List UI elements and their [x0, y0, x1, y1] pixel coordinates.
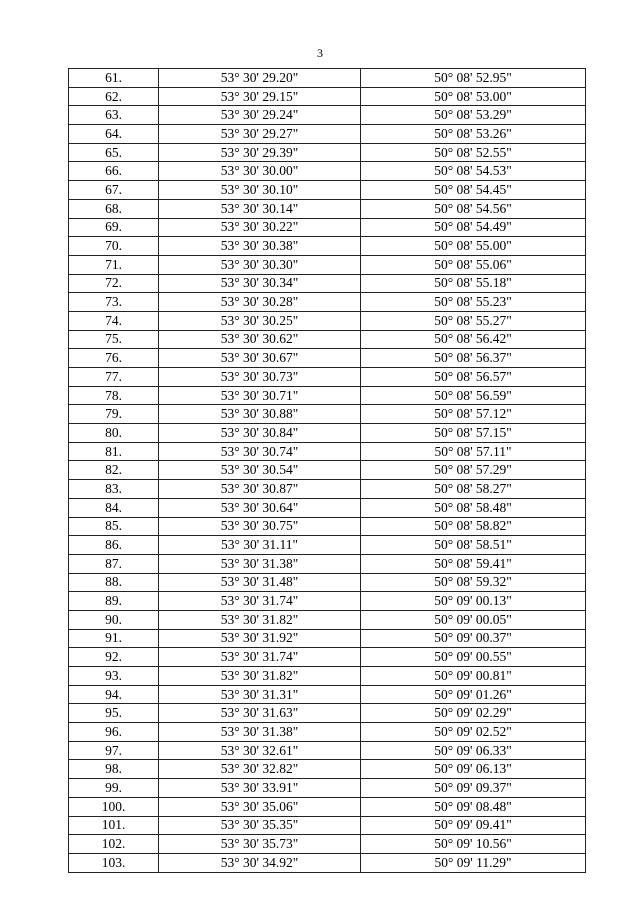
table-row [69, 311, 586, 330]
longitude-cell: 50° 08' 56.37" [361, 349, 586, 368]
table-row [69, 106, 586, 125]
longitude-cell: 50° 08' 57.29" [361, 461, 586, 480]
longitude-cell: 50° 08' 58.51" [361, 536, 586, 555]
point-number-cell: 64. [69, 125, 159, 144]
table-row [69, 816, 586, 835]
table-row [69, 405, 586, 424]
table-row [69, 573, 586, 592]
point-number-cell: 81. [69, 442, 159, 461]
table-row [69, 274, 586, 293]
point-number-cell: 90. [69, 610, 159, 629]
table-row [69, 330, 586, 349]
latitude-cell: 53° 30' 29.27" [159, 125, 361, 144]
longitude-cell: 50° 08' 53.26" [361, 125, 586, 144]
point-number-cell: 87. [69, 554, 159, 573]
latitude-cell: 53° 30' 33.91" [159, 779, 361, 798]
point-number-cell: 85. [69, 517, 159, 536]
longitude-cell: 50° 09' 00.55" [361, 648, 586, 667]
table-row [69, 181, 586, 200]
point-number-cell: 84. [69, 498, 159, 517]
latitude-cell: 53° 30' 31.92" [159, 629, 361, 648]
point-number-cell: 97. [69, 741, 159, 760]
table-row [69, 255, 586, 274]
longitude-cell: 50° 08' 55.06" [361, 255, 586, 274]
latitude-cell: 53° 30' 31.82" [159, 610, 361, 629]
longitude-cell: 50° 08' 54.49" [361, 218, 586, 237]
point-number-cell: 91. [69, 629, 159, 648]
table-row [69, 853, 586, 872]
longitude-cell: 50° 08' 59.41" [361, 554, 586, 573]
table-row [69, 667, 586, 686]
longitude-cell: 50° 09' 06.33" [361, 741, 586, 760]
latitude-cell: 53° 30' 30.14" [159, 199, 361, 218]
longitude-cell: 50° 08' 54.56" [361, 199, 586, 218]
latitude-cell: 53° 30' 30.87" [159, 480, 361, 499]
latitude-cell: 53° 30' 30.88" [159, 405, 361, 424]
longitude-cell: 50° 09' 11.29" [361, 853, 586, 872]
latitude-cell: 53° 30' 31.48" [159, 573, 361, 592]
table-row [69, 480, 586, 499]
point-number-cell: 69. [69, 218, 159, 237]
latitude-cell: 53° 30' 31.11" [159, 536, 361, 555]
latitude-cell: 53° 30' 31.82" [159, 667, 361, 686]
latitude-cell: 53° 30' 30.67" [159, 349, 361, 368]
point-number-cell: 95. [69, 704, 159, 723]
latitude-cell: 53° 30' 30.71" [159, 386, 361, 405]
table-row [69, 797, 586, 816]
point-number-cell: 80. [69, 424, 159, 443]
table-row [69, 424, 586, 443]
point-number-cell: 68. [69, 199, 159, 218]
latitude-cell: 53° 30' 32.61" [159, 741, 361, 760]
table-row [69, 162, 586, 181]
table-row [69, 143, 586, 162]
point-number-cell: 79. [69, 405, 159, 424]
latitude-cell: 53° 30' 34.92" [159, 853, 361, 872]
table-row [69, 442, 586, 461]
point-number-cell: 89. [69, 592, 159, 611]
latitude-cell: 53° 30' 29.15" [159, 87, 361, 106]
table-row [69, 349, 586, 368]
longitude-cell: 50° 08' 55.18" [361, 274, 586, 293]
longitude-cell: 50° 08' 55.27" [361, 311, 586, 330]
latitude-cell: 53° 30' 30.25" [159, 311, 361, 330]
coordinates-table [68, 68, 586, 873]
point-number-cell: 61. [69, 69, 159, 88]
latitude-cell: 53° 30' 29.20" [159, 69, 361, 88]
longitude-cell: 50° 08' 58.27" [361, 480, 586, 499]
table-row [69, 723, 586, 742]
table-row [69, 779, 586, 798]
point-number-cell: 78. [69, 386, 159, 405]
longitude-cell: 50° 08' 56.57" [361, 368, 586, 387]
point-number-cell: 93. [69, 667, 159, 686]
latitude-cell: 53° 30' 31.38" [159, 723, 361, 742]
table-row [69, 704, 586, 723]
table-row [69, 760, 586, 779]
table-row [69, 629, 586, 648]
table-row [69, 592, 586, 611]
point-number-cell: 96. [69, 723, 159, 742]
latitude-cell: 53° 30' 30.00" [159, 162, 361, 181]
longitude-cell: 50° 09' 02.29" [361, 704, 586, 723]
point-number-cell: 100. [69, 797, 159, 816]
table-row [69, 386, 586, 405]
longitude-cell: 50° 09' 00.37" [361, 629, 586, 648]
latitude-cell: 53° 30' 30.34" [159, 274, 361, 293]
latitude-cell: 53° 30' 35.73" [159, 835, 361, 854]
table-row [69, 536, 586, 555]
point-number-cell: 82. [69, 461, 159, 480]
longitude-cell: 50° 09' 08.48" [361, 797, 586, 816]
point-number-cell: 65. [69, 143, 159, 162]
table-row [69, 517, 586, 536]
point-number-cell: 73. [69, 293, 159, 312]
table-row [69, 218, 586, 237]
point-number-cell: 76. [69, 349, 159, 368]
longitude-cell: 50° 09' 00.81" [361, 667, 586, 686]
point-number-cell: 99. [69, 779, 159, 798]
point-number-cell: 71. [69, 255, 159, 274]
longitude-cell: 50° 09' 09.41" [361, 816, 586, 835]
table-row [69, 610, 586, 629]
point-number-cell: 72. [69, 274, 159, 293]
longitude-cell: 50° 09' 00.13" [361, 592, 586, 611]
latitude-cell: 53° 30' 29.39" [159, 143, 361, 162]
longitude-cell: 50° 08' 53.29" [361, 106, 586, 125]
point-number-cell: 103. [69, 853, 159, 872]
table-row [69, 199, 586, 218]
table-row [69, 125, 586, 144]
table-row [69, 237, 586, 256]
table-row [69, 69, 586, 88]
point-number-cell: 83. [69, 480, 159, 499]
latitude-cell: 53° 30' 30.38" [159, 237, 361, 256]
page-number: 3 [317, 46, 323, 60]
table-row [69, 498, 586, 517]
point-number-cell: 94. [69, 685, 159, 704]
table-row [69, 685, 586, 704]
point-number-cell: 66. [69, 162, 159, 181]
latitude-cell: 53° 30' 30.62" [159, 330, 361, 349]
latitude-cell: 53° 30' 30.75" [159, 517, 361, 536]
table-row [69, 648, 586, 667]
point-number-cell: 74. [69, 311, 159, 330]
longitude-cell: 50° 08' 53.00" [361, 87, 586, 106]
longitude-cell: 50° 08' 52.95" [361, 69, 586, 88]
longitude-cell: 50° 08' 56.59" [361, 386, 586, 405]
point-number-cell: 63. [69, 106, 159, 125]
point-number-cell: 70. [69, 237, 159, 256]
longitude-cell: 50° 08' 57.11" [361, 442, 586, 461]
longitude-cell: 50° 09' 06.13" [361, 760, 586, 779]
latitude-cell: 53° 30' 31.63" [159, 704, 361, 723]
point-number-cell: 101. [69, 816, 159, 835]
latitude-cell: 53° 30' 31.38" [159, 554, 361, 573]
longitude-cell: 50° 08' 57.12" [361, 405, 586, 424]
latitude-cell: 53° 30' 31.74" [159, 648, 361, 667]
longitude-cell: 50° 09' 00.05" [361, 610, 586, 629]
longitude-cell: 50° 09' 01.26" [361, 685, 586, 704]
latitude-cell: 53° 30' 30.54" [159, 461, 361, 480]
latitude-cell: 53° 30' 30.22" [159, 218, 361, 237]
longitude-cell: 50° 08' 55.00" [361, 237, 586, 256]
longitude-cell: 50° 08' 52.55" [361, 143, 586, 162]
longitude-cell: 50° 09' 02.52" [361, 723, 586, 742]
table-row [69, 741, 586, 760]
longitude-cell: 50° 08' 57.15" [361, 424, 586, 443]
table-row [69, 554, 586, 573]
latitude-cell: 53° 30' 31.74" [159, 592, 361, 611]
latitude-cell: 53° 30' 30.30" [159, 255, 361, 274]
point-number-cell: 62. [69, 87, 159, 106]
point-number-cell: 92. [69, 648, 159, 667]
longitude-cell: 50° 08' 59.32" [361, 573, 586, 592]
latitude-cell: 53° 30' 29.24" [159, 106, 361, 125]
table-row [69, 368, 586, 387]
longitude-cell: 50° 08' 58.48" [361, 498, 586, 517]
coordinates-table-body [69, 69, 586, 873]
latitude-cell: 53° 30' 30.64" [159, 498, 361, 517]
latitude-cell: 53° 30' 31.31" [159, 685, 361, 704]
longitude-cell: 50° 09' 09.37" [361, 779, 586, 798]
point-number-cell: 77. [69, 368, 159, 387]
table-row [69, 835, 586, 854]
point-number-cell: 86. [69, 536, 159, 555]
table-row [69, 87, 586, 106]
longitude-cell: 50° 09' 10.56" [361, 835, 586, 854]
point-number-cell: 102. [69, 835, 159, 854]
point-number-cell: 75. [69, 330, 159, 349]
latitude-cell: 53° 30' 30.73" [159, 368, 361, 387]
table-row [69, 461, 586, 480]
point-number-cell: 88. [69, 573, 159, 592]
latitude-cell: 53° 30' 32.82" [159, 760, 361, 779]
point-number-cell: 98. [69, 760, 159, 779]
longitude-cell: 50° 08' 58.82" [361, 517, 586, 536]
latitude-cell: 53° 30' 30.10" [159, 181, 361, 200]
table-row [69, 293, 586, 312]
longitude-cell: 50° 08' 54.45" [361, 181, 586, 200]
latitude-cell: 53° 30' 30.74" [159, 442, 361, 461]
latitude-cell: 53° 30' 30.28" [159, 293, 361, 312]
latitude-cell: 53° 30' 30.84" [159, 424, 361, 443]
latitude-cell: 53° 30' 35.35" [159, 816, 361, 835]
latitude-cell: 53° 30' 35.06" [159, 797, 361, 816]
point-number-cell: 67. [69, 181, 159, 200]
longitude-cell: 50° 08' 56.42" [361, 330, 586, 349]
longitude-cell: 50° 08' 55.23" [361, 293, 586, 312]
longitude-cell: 50° 08' 54.53" [361, 162, 586, 181]
